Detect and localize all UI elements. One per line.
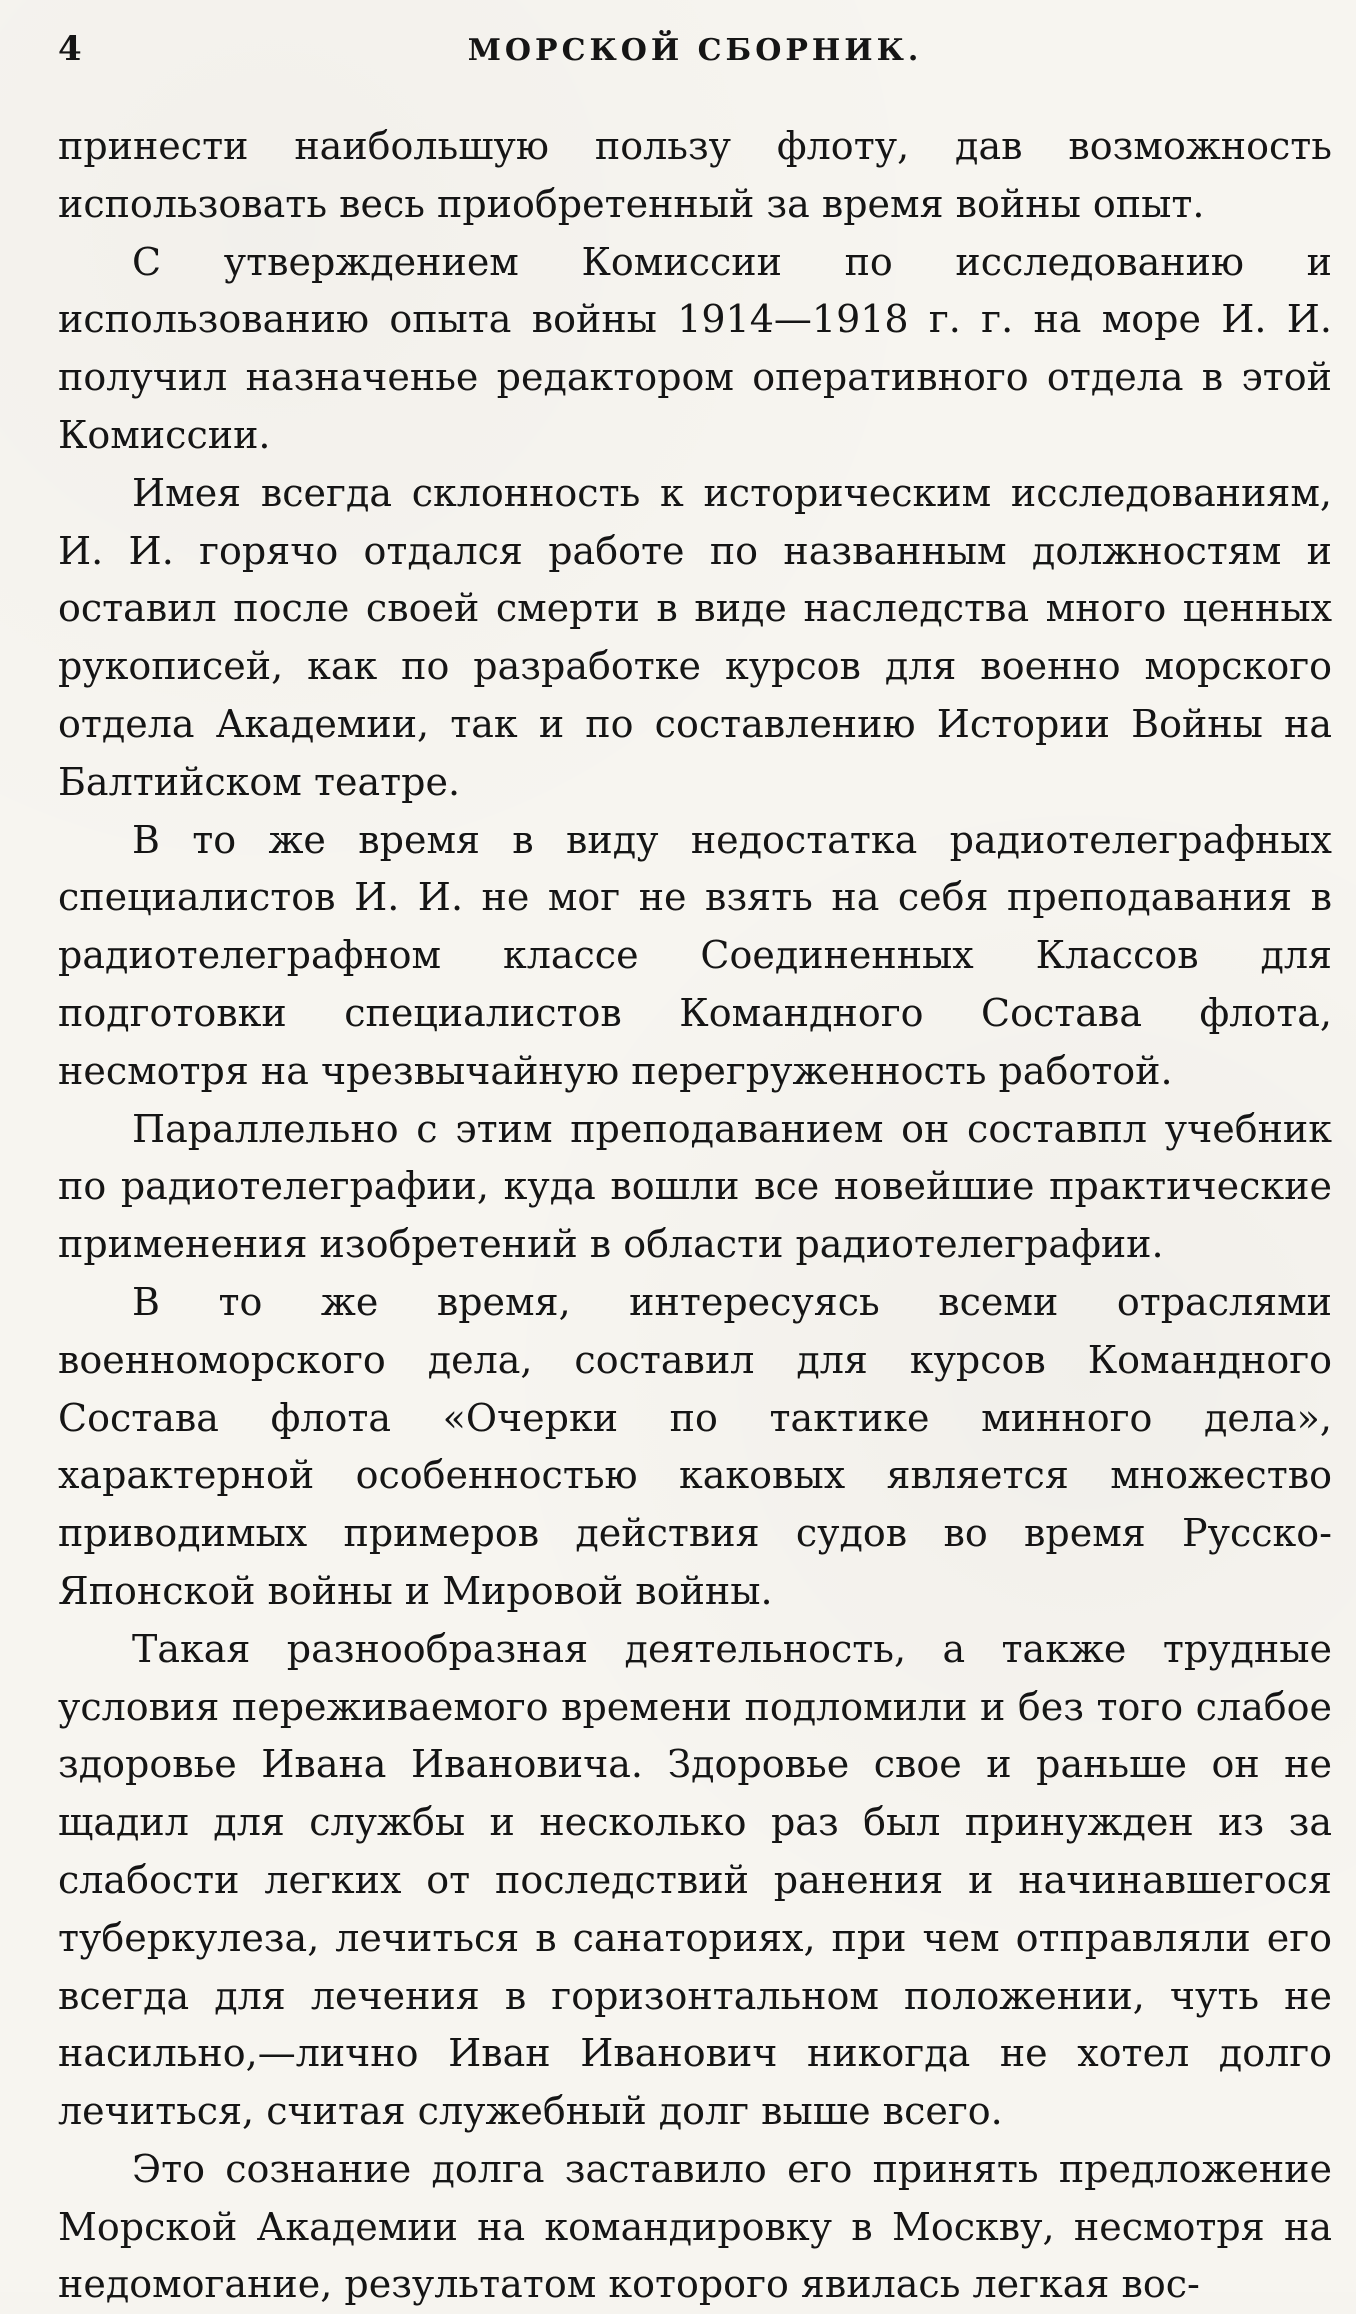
paragraph-4: В то же время в виду недостатка радиотелеграфных специалистов И. И. не мог не взять на себя преподавания в радиотелеграфном классе Соединенных Классов для подготовки специалистов Командного Состава флота, несмотря на чрезвычайную перегруженность работой. xyxy=(58,817,1332,1093)
paragraph-8: Это сознание долга заставило его принять предложение Морской Академии на командировку в Москву, несмотря на недомогание, результатом которого явилась легкая вос- xyxy=(58,2146,1332,2307)
paragraph-6: В то же время, интересуясь всеми отраслями военноморского дела, составил для курсов Командного Состава флота «Очерки по тактике минного дела», характерной особенностью каковых является множество приводимых примеров действия судов во время Русско-Японской войны и Мировой войны. xyxy=(58,1279,1332,1613)
paragraph-2: С утверждением Комиссии по исследованию и использованию опыта войны 1914—1918 г. г. на море И. И. получил назначенье редактором оперативного отдела в этой Комиссии. xyxy=(58,239,1332,457)
paragraph-7: Такая разнообразная деятельность, а также трудные условия переживаемого времени подломили и без того слабое здоровье Ивана Ивановича. Здоровье свое и раньше он не щадил для службы и несколько раз был принужден из за слабости легких от последствий ранения и начинавшегося туберкулеза, лечиться в санаториях, при чем отправляли его всегда для лечения в горизонтальном положении, чуть не насильно,—лично Иван Иванович никогда не хотел долго лечиться, считая служебный долг выше всего. xyxy=(58,1626,1332,2134)
paragraph-3: Имея всегда склонность к историческим исследованиям, И. И. горячо отдался работе по названным должностям и оставил после своей смерти в виде наследства много ценных рукописей, как по разработке курсов для военно морского отдела Академии, так и по составлению Истории Войны на Балтийском театре. xyxy=(58,470,1332,804)
paragraph-1: принести наибольшую пользу флоту, дав возможность использовать весь приобретенный за время войны опыт. xyxy=(58,124,1332,226)
paragraph-5: Параллельно с этим преподаванием он составпл учебник по радиотелеграфии, куда вошли все новейшие практические применения изобретений в области радиотелеграфии. xyxy=(58,1106,1332,1267)
journal-title: МОРСКОЙ СБОРНИК. xyxy=(467,33,923,68)
page-number: 4 xyxy=(58,29,82,69)
page-header xyxy=(58,28,1332,70)
page-content xyxy=(58,118,1332,2314)
